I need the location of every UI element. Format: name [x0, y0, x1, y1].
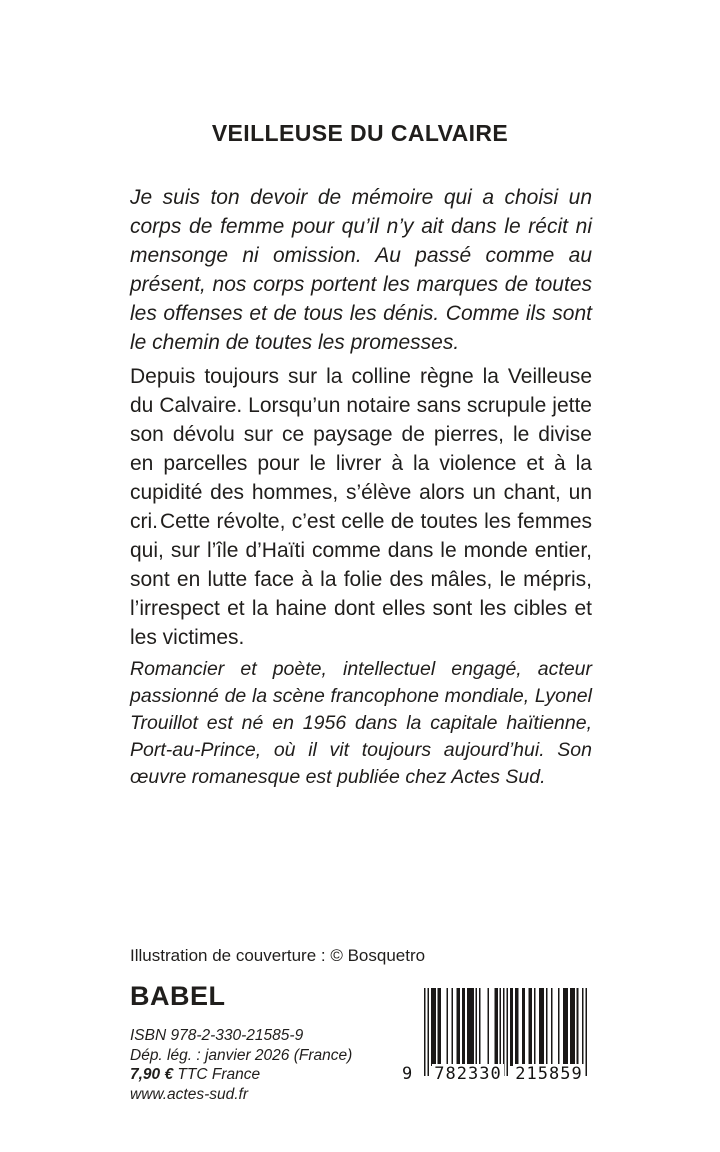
isbn-line: ISBN 978-2-330-21585-9 — [130, 1027, 304, 1044]
author-bio: Romancier et poète, intellectuel engagé, acteur passionné de la scène francophone mondiale, Lyonel Trouillot est né en 1956 dans la capitale haïtienne, Port-au-Prince, où il vit toujours aujourd’hui. Son œuvre romanesque est publiée chez Actes Sud. — [130, 658, 592, 788]
book-title: VEILLEUSE DU CALVAIRE — [211, 120, 509, 146]
barcode-digits-left: 782330 — [432, 1064, 504, 1084]
synopsis-paragraph-2: Cette révolte, c’est celle de toutes les femmes qui, sur l’île d’Haïti comme dans le monde entier, sont en lutte face à la folie des mâles, le mépris, l’irrespect et la haine dont elles sont les cibles et les victimes. — [130, 510, 592, 649]
illustration-credit: Illustration de couverture : © Bosquetro — [130, 946, 426, 965]
barcode-bars — [424, 988, 587, 1076]
synopsis-paragraph-1: Depuis toujours sur la colline règne la Veilleuse du Calvaire. Lorsqu’un notaire sans scrupule jette son dévolu sur ce paysage de pierres, le divise en parcelles pour le livrer à la violence et à la cupidité des hommes, s’élève alors un chant, un cri. — [130, 365, 592, 533]
barcode-digit-lead: 9 — [402, 1064, 414, 1084]
ean13-barcode — [396, 988, 590, 1096]
price-value: 7,90 € — [130, 1066, 174, 1083]
price-suffix: TTC France — [173, 1066, 261, 1083]
back-cover-quote: Je suis ton devoir de mémoire qui a choisi un corps de femme pour qu’il n’y ait dans le récit ni mensonge ni omission. Au passé comme au présent, nos corps portent les marques de toutes les offenses et de tous les dénis. Comme ils sont le chemin de toutes les promesses. — [130, 186, 592, 354]
babel-collection-logo: BABEL — [130, 981, 226, 1011]
barcode-digits-right: 215859 — [513, 1064, 585, 1084]
legal-deposit-line: Dép. lég. : janvier 2026 (France) — [130, 1046, 353, 1064]
publisher-website: www.actes-sud.fr — [130, 1085, 249, 1103]
